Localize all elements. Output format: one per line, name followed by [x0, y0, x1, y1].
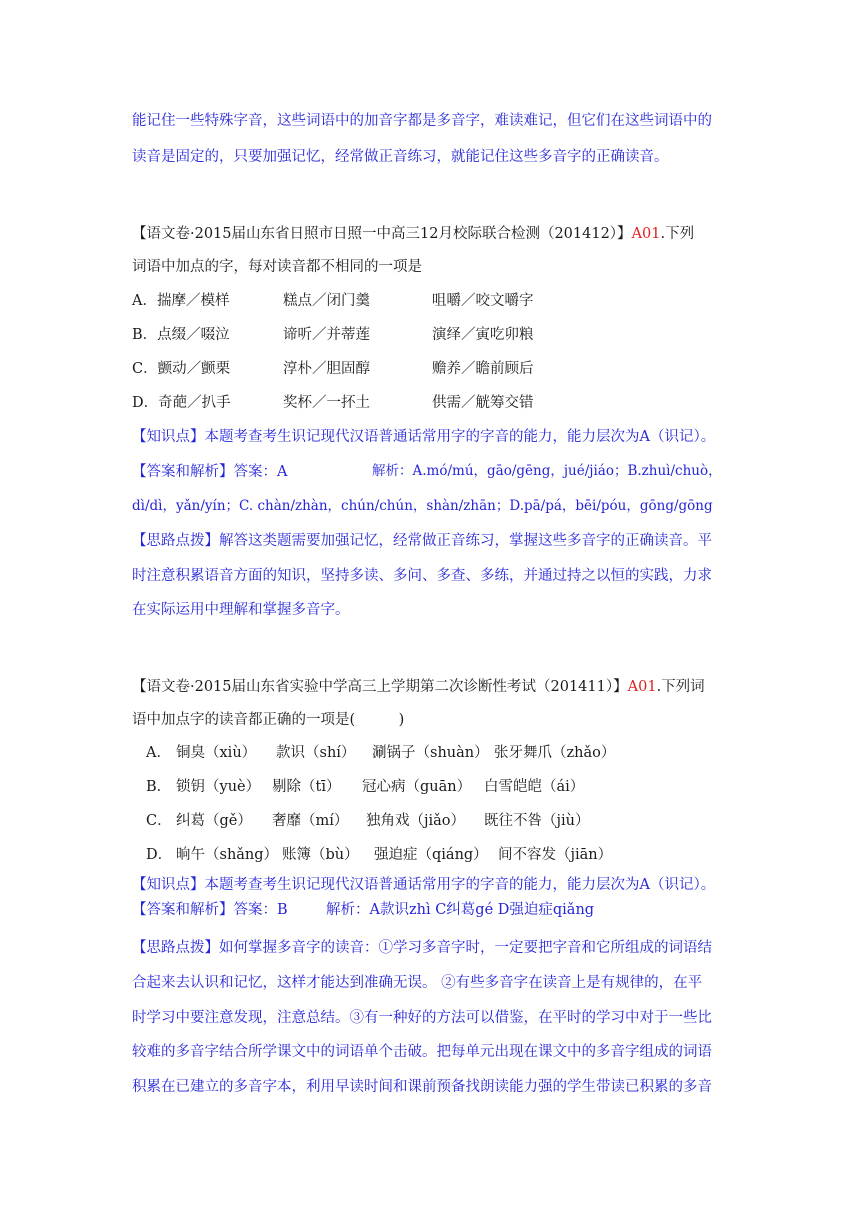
q2-option-a-1: 铜臭（xiù）: [176, 745, 257, 761]
q2-knowledge-text: 本题考查考生识记现代汉语普通话常用字的字音的能力，能力层次为A（识记）。: [204, 877, 716, 893]
intro-line-1: 能记住一些特殊字音，这些词语中的加音字都是多音字，难读难记，但它们在这些词语中的: [132, 113, 712, 129]
q2-option-d-2: 账簿（bù）: [282, 847, 359, 863]
q1-hint-line-1: [132, 534, 712, 549]
q2-option-a-3: 涮锅子（shuàn）: [372, 745, 489, 761]
q2-option-c-1: 纠葛（gě）: [176, 813, 252, 829]
q1-analysis-line-1: 解析：A.mó/mú，gāo/gēng，jué/jiáo；B.zhuì/chuò，: [372, 463, 722, 479]
q1-option-d-3: 供需／觥筹交错: [432, 395, 534, 411]
q1-hint-text-1: 解答这类题需要加强记忆，经常做正音练习，掌握这些多音字的正确读音。平: [219, 533, 712, 549]
q2-option-b-letter: B．: [146, 779, 172, 795]
q1-answer: [132, 465, 287, 480]
q2-knowledge-label: 【知识点】: [132, 877, 205, 893]
q1-stem-part: .下列: [660, 226, 695, 242]
q2-option-d-1: 晌午（shǎng）: [176, 847, 279, 863]
q2-stem-line-2: 语中加点字的读音都正确的一项是( ): [132, 712, 405, 728]
q1-option-a-3: 咀嚼／咬文嚼字: [432, 293, 534, 309]
q1-hint-line-3: 在实际运用中理解和掌握多音字。: [132, 602, 350, 618]
q2-stem-line-1: [132, 680, 705, 695]
q2-option-a-letter: A．: [146, 745, 171, 761]
q1-option-d-2: 奖杯／一抔土: [283, 395, 370, 411]
q2-hint-line-1: [132, 941, 712, 956]
q2-option-a-2: 款识（shí）: [276, 745, 356, 761]
q1-option-b-3: 演绎／寅吃卯粮: [432, 327, 534, 343]
q1-analysis-line-2: dì/dì，yǎn/yín；C. chàn/zhàn，chún/chún，shàn/zhān；D.pā/pá，bēi/póu，gōng/gōng: [132, 498, 713, 514]
q2-stem-part: .下列词: [656, 679, 705, 695]
q2-code: A01: [627, 679, 657, 695]
q2-hint-line-3: 时学习中要注意发现，注意总结。③有一种好的方法可以借鉴，在平时的学习中对于一些比: [132, 1010, 712, 1026]
q2-option-d-4: 间不容发（jiān）: [498, 847, 613, 863]
q2-hint-label: 【思路点拨】: [132, 940, 219, 956]
q1-knowledge-label: 【知识点】: [132, 429, 205, 445]
q1-source: 【语文卷·2015届山东省日照市日照一中高三12月校际联合检测（201412）】: [132, 226, 632, 242]
q1-answer-text: 答案：A: [233, 464, 288, 480]
q1-option-a-2: 糕点／闭门羹: [283, 293, 370, 309]
q1-stem-line-2: 词语中加点的字，每对读音都不相同的一项是: [132, 259, 422, 275]
q2-answer-label: 【答案和解析】: [132, 902, 234, 918]
q1-code: A01: [631, 226, 661, 242]
q1-stem-line-1: [132, 227, 694, 242]
q2-option-b-4: 白雪皑皑（ái）: [484, 779, 585, 795]
q2-knowledge: [132, 878, 715, 893]
q1-knowledge: [132, 430, 715, 445]
q2-answer-text: 答案：B: [233, 902, 288, 918]
q1-option-b-2: 谛听／并蒂莲: [283, 327, 370, 343]
q2-option-c-3: 独角戏（jiǎo）: [366, 813, 466, 829]
q1-option-c-3: 赡养／瞻前顾后: [432, 361, 534, 377]
q2-option-a-4: 张牙舞爪（zhǎo）: [494, 745, 616, 761]
q1-hint-label: 【思路点拨】: [132, 533, 219, 549]
q1-option-c-2: 淳朴／胆固醇: [283, 361, 370, 377]
q2-option-c-2: 奢靡（mí）: [272, 813, 349, 829]
q2-option-b-1: 锁钥（yuè）: [176, 779, 261, 795]
q2-hint-line-2: 合起来去认识和记忆，这样才能达到准确无误。 ②有些多音字在读音上是有规律的，在平: [132, 975, 703, 991]
q2-answer: [132, 903, 288, 918]
q2-option-b-2: 剔除（tī）: [272, 779, 341, 795]
q1-option-a-1: A．揣摩／模样: [132, 293, 230, 309]
q1-option-b-1: B．点缀／啜泣: [132, 327, 230, 343]
q1-option-d-1: D．奇葩／扒手: [132, 395, 231, 411]
q1-answer-label: 【答案和解析】: [132, 464, 234, 480]
q2-analysis: 解析：A款识zhì C纠葛gé D强迫症qiǎng: [326, 902, 595, 918]
q2-option-b-3: 冠心病（guān）: [362, 779, 472, 795]
q2-option-d-letter: D．: [146, 847, 173, 863]
q1-knowledge-text: 本题考查考生识记现代汉语普通话常用字的字音的能力，能力层次为A（识记）。: [204, 429, 716, 445]
q2-hint-text-1: 如何掌握多音字的读音：①学习多音字时，一定要把字音和它所组成的词语结: [219, 940, 712, 956]
q1-option-c-1: C．颤动／颤栗: [132, 361, 231, 377]
q2-source: 【语文卷·2015届山东省实验中学高三上学期第二次诊断性考试（201411）】: [132, 679, 628, 695]
intro-line-2: 读音是固定的，只要加强记忆，经常做正音练习，就能记住这些多音字的正确读音。: [132, 149, 669, 165]
q2-option-c-letter: C．: [146, 813, 172, 829]
q2-option-d-3: 强迫症（qiáng）: [374, 847, 488, 863]
q2-option-c-4: 既往不咎（jiù）: [484, 813, 590, 829]
q2-hint-line-4: 较难的多音字结合所学课文中的词语单个击破。把每单元出现在课文中的多音字组成的词语: [132, 1044, 712, 1060]
q2-hint-line-5: 积累在已建立的多音字本，利用早读时间和课前预备找朗读能力强的学生带读已积累的多音: [132, 1079, 712, 1095]
q1-hint-line-2: 时注意积累语音方面的知识，坚持多读、多问、多查、多练，并通过持之以恒的实践，力求: [132, 568, 712, 584]
